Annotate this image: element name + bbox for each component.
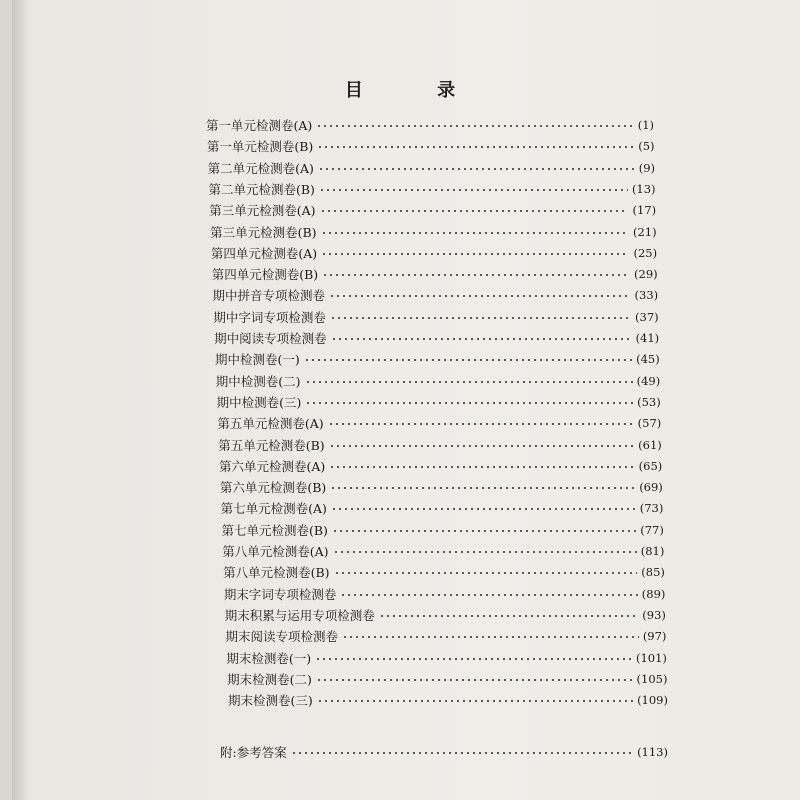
toc-entry-label: 第八单元检测卷(B) bbox=[223, 565, 330, 581]
leader-dots bbox=[332, 530, 636, 532]
toc-entry-label: 第七单元检测卷(B) bbox=[221, 522, 328, 538]
toc-entry-page: (61) bbox=[638, 437, 662, 452]
leader-dots bbox=[331, 508, 636, 510]
toc-entry bbox=[215, 349, 660, 369]
leader-dots bbox=[316, 679, 633, 681]
table-of-contents bbox=[0, 115, 800, 715]
toc-entry-label: 期中检测卷(二) bbox=[215, 373, 301, 389]
toc-entry-page: (49) bbox=[636, 373, 661, 388]
toc-entry-page: (45) bbox=[636, 352, 660, 367]
toc-entry bbox=[221, 498, 664, 518]
toc-entry-page: (9) bbox=[638, 160, 656, 175]
leader-dots bbox=[379, 615, 639, 617]
toc-entry-label: 期中阅读专项检测卷 bbox=[214, 331, 327, 346]
toc-entry bbox=[213, 307, 658, 327]
toc-entry-page: (105) bbox=[636, 671, 668, 686]
toc-entry-label: 第一单元检测卷(A) bbox=[206, 118, 313, 133]
toc-entry-label: 期末检测卷(一) bbox=[226, 650, 312, 666]
leader-dots bbox=[334, 572, 638, 574]
leader-dots bbox=[321, 253, 629, 255]
toc-entry bbox=[225, 605, 666, 625]
toc-entry-page: (85) bbox=[641, 565, 665, 580]
toc-entry-label: 期中字词专项检测卷 bbox=[213, 309, 326, 325]
toc-entry-page: (1) bbox=[637, 118, 654, 132]
toc-entry-page: (113) bbox=[637, 745, 668, 759]
toc-entry-page: (81) bbox=[640, 544, 665, 558]
toc-entry-page: (37) bbox=[635, 309, 659, 324]
toc-entry bbox=[221, 520, 663, 540]
toc-entry-page: (97) bbox=[642, 629, 667, 644]
leader-dots bbox=[315, 658, 632, 660]
leader-dots bbox=[333, 551, 637, 553]
toc-entry-page: (69) bbox=[639, 480, 663, 495]
toc-entry-label: 第五单元检测卷(B) bbox=[218, 437, 325, 453]
toc-entry-page: (13) bbox=[631, 181, 656, 196]
toc-entry-label: 第七单元检测卷(A) bbox=[220, 501, 327, 517]
toc-entry-page: (65) bbox=[638, 458, 663, 473]
toc-entry-label: 第三单元检测卷(A) bbox=[209, 203, 316, 219]
leader-dots bbox=[330, 487, 635, 489]
toc-entry-page: (33) bbox=[634, 288, 659, 303]
toc-entry bbox=[227, 669, 667, 689]
toc-entry bbox=[212, 264, 658, 284]
toc-entry bbox=[224, 584, 665, 604]
toc-entry bbox=[209, 200, 656, 220]
toc-entry-page: (5) bbox=[638, 139, 655, 154]
leader-dots bbox=[329, 466, 634, 468]
toc-entry-label: 第六单元检测卷(A) bbox=[219, 458, 326, 474]
toc-entry bbox=[213, 285, 659, 305]
leader-dots bbox=[342, 636, 639, 638]
leader-dots bbox=[291, 752, 633, 754]
toc-entry bbox=[217, 392, 661, 412]
leader-dots bbox=[305, 381, 633, 383]
toc-entry-label: 第六单元检测卷(B) bbox=[219, 480, 327, 496]
toc-entry bbox=[226, 648, 667, 668]
leader-dots bbox=[331, 338, 632, 340]
toc-entry-label: 第五单元检测卷(A) bbox=[217, 416, 324, 432]
leader-dots bbox=[321, 232, 629, 234]
toc-entry-label: 第四单元检测卷(A) bbox=[210, 245, 318, 261]
toc-entry bbox=[222, 541, 664, 561]
toc-entry-label: 附:参考答案 bbox=[220, 745, 287, 760]
toc-entry bbox=[220, 477, 663, 497]
toc-entry bbox=[219, 456, 662, 476]
page-title: 目 录 bbox=[344, 80, 490, 101]
leader-dots bbox=[305, 402, 633, 404]
toc-entry bbox=[214, 328, 659, 348]
leader-dots bbox=[317, 146, 634, 148]
leader-dots bbox=[318, 168, 635, 170]
leader-dots bbox=[330, 317, 631, 319]
toc-entry-page: (77) bbox=[640, 522, 664, 537]
toc-entry-label: 第二单元检测卷(A) bbox=[207, 160, 314, 176]
leader-dots bbox=[316, 125, 633, 127]
toc-entry-label: 第一单元检测卷(B) bbox=[206, 139, 314, 155]
toc-entry-page: (29) bbox=[634, 267, 658, 282]
toc-entry bbox=[218, 435, 662, 455]
toc-entry-label: 第二单元检测卷(B) bbox=[208, 181, 315, 197]
leader-dots bbox=[322, 274, 630, 276]
toc-entry-label: 第三单元检测卷(B) bbox=[210, 224, 317, 240]
toc-entry-page: (73) bbox=[639, 501, 664, 516]
leader-dots bbox=[328, 423, 634, 425]
toc-entry-page: (57) bbox=[637, 416, 662, 431]
toc-entry-page: (89) bbox=[641, 586, 666, 601]
toc-entry-label: 期中检测卷(三) bbox=[216, 394, 302, 410]
toc-entry bbox=[226, 626, 667, 646]
toc-entry-page: (21) bbox=[632, 224, 657, 239]
toc-entry-page: (93) bbox=[642, 607, 666, 622]
toc-entry-label: 第八单元检测卷(A) bbox=[222, 544, 329, 559]
toc-entry-label: 期中拼音专项检测卷 bbox=[212, 288, 326, 304]
toc-entry bbox=[207, 136, 655, 156]
toc-entry-label: 期末检测卷(二) bbox=[227, 671, 312, 687]
toc-entry-page: (101) bbox=[636, 650, 667, 665]
toc-entry-page: (25) bbox=[633, 245, 658, 260]
toc-entry bbox=[208, 158, 655, 178]
toc-entry-label: 期末检测卷(三) bbox=[228, 693, 313, 709]
leader-dots bbox=[319, 189, 628, 191]
leader-dots bbox=[329, 445, 634, 447]
toc-entry-page: (53) bbox=[637, 394, 661, 409]
toc-entry-page: (17) bbox=[632, 203, 657, 218]
toc-entry-label: 期末阅读专项检测卷 bbox=[225, 629, 339, 645]
toc-entry bbox=[211, 243, 657, 263]
leader-dots bbox=[329, 295, 631, 297]
toc-entry bbox=[210, 222, 657, 242]
toc-entry bbox=[223, 562, 665, 582]
toc-entry bbox=[216, 371, 660, 391]
toc-entry bbox=[206, 115, 654, 135]
leader-dots bbox=[304, 359, 632, 361]
leader-dots bbox=[320, 210, 629, 212]
toc-entry-label: 期中检测卷(一) bbox=[214, 352, 300, 368]
leader-dots bbox=[340, 594, 637, 596]
toc-entry bbox=[208, 179, 655, 199]
toc-entry-label: 期末积累与运用专项检测卷 bbox=[224, 607, 375, 623]
toc-appendix-entry bbox=[220, 742, 668, 762]
leader-dots bbox=[317, 700, 633, 702]
toc-entry-page: (109) bbox=[637, 693, 668, 708]
toc-entry-label: 期末字词专项检测卷 bbox=[223, 586, 337, 602]
toc-entry bbox=[217, 413, 661, 433]
toc-entry bbox=[228, 690, 668, 710]
toc-entry-page: (41) bbox=[635, 331, 660, 345]
toc-entry-label: 第四单元检测卷(B) bbox=[211, 267, 319, 283]
